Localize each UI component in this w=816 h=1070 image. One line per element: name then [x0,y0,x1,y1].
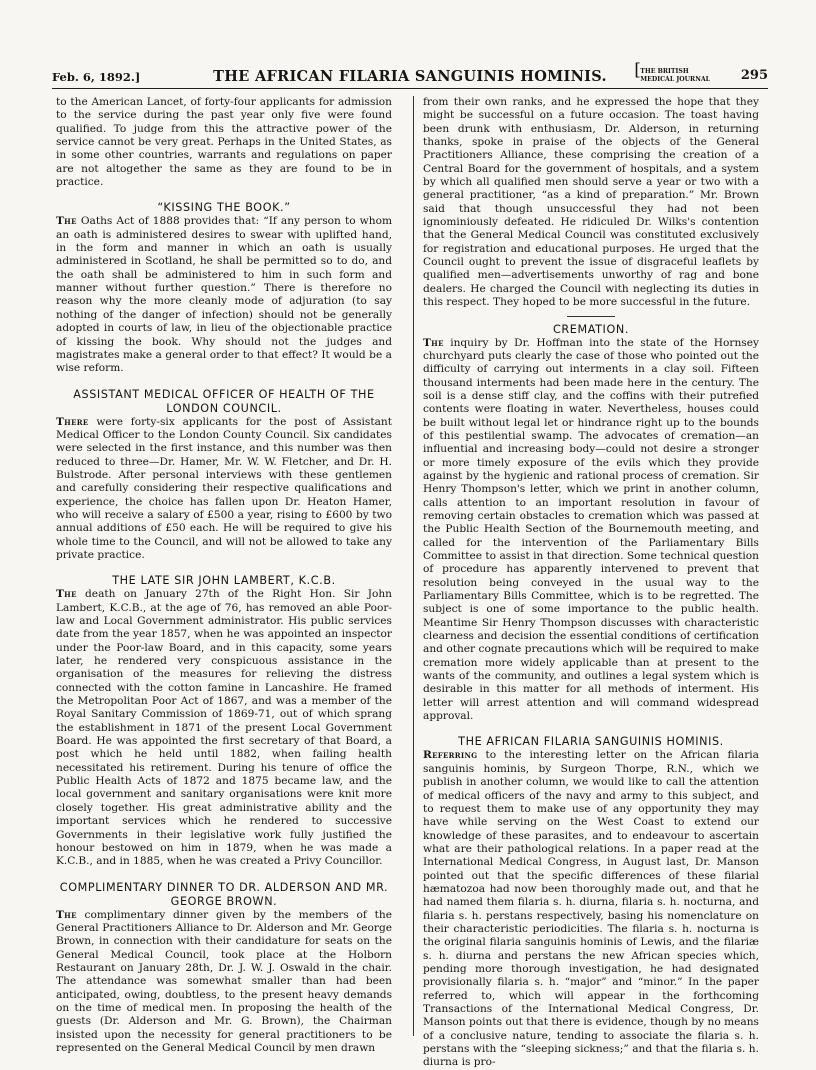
section-body [56,215,392,375]
body-text: inquiry by Dr. Hoffman into the state of the Hornsey churchyard puts clearly the case of those who pointed out the difficulty of carrying out interments in a clay soil. Fifteen thousand interments had been made here in the century. The soil is a dense stiff clay, and the coffins with their putrefied contents were floating in water. Nevertheless, houses could be built without legal let or hindrance right up to the bounds of this pestilential swamp. The advocates of cremation—an influential and increasing body—could not desire a stronger or more timely exposure of the evils which they provide against by the hygienic and rational process of cremation. Sir Henry Thompson's letter, which we print in another column, calls attention to an important resolution in favour of removing certain obstacles to cremation which was passed at the Public Health Section of the Bournemouth meeting, and called for the intervention of the Parliamentary Bills Committee to assist in that direction. Some technical question of procedure has apparently intervened to prevent that resolution being conveyed in the usual way to the Parliamentary Bills Committee, which is to be regretted. The subject is one of some importance to the public health. Meantime Sir Henry Thompson discusses with characteristic clearness and decision the essential conditions of certification and other cognate precautions which will be required to make cremation more widely applicable than at present to the wants of the community, and outlines a legal system which is desirable in this matter for all methods of interment. His letter will arrest attention and will command widespread approval. [423,336,759,723]
section-title: COMPLIMENTARY DINNER TO DR. ALDERSON AND MR. GEORGE BROWN. [59,880,389,908]
page-number: 295 [740,68,768,83]
section-body [423,749,759,1069]
section-african-filaria [423,735,759,1069]
lead-word: The [56,215,77,228]
bracket-glyph: [ [634,60,641,80]
right-column [423,96,759,1069]
intro-paragraph: to the American Lancet, of forty-four applicants for admission to the service during the past year only five were found qualified. To judge from this the attractive power of the service cannot be very great. Perhaps in the United States, as in some other countries, warrants and regulations on paper are not altogether the same as they are found to be in practice. [56,96,392,189]
lead-word: Referring [423,749,478,762]
body-text: death on January 27th of the Right Hon. Sir John Lambert, K.C.B., at the age of 76, has removed an able Poor-law and Local Government administrator. His public services date from the year 1857, when he was appointed an inspector under the Poor-law Board, and in this capacity, some years later, he rendered very conspicuous assistance in the organisation of the measures for relieving the distress connected with the cotton famine in Lancashire. He framed the Metropolitan Poor Act of 1867, and was a member of the Royal Sanitary Commission of 1869-71, out of which sprang the establishment in 1871 of the present Local Government Board. He was appointed the first secretary of that Board, a post which he held until 1882, when failing health necessitated his retirement. During his tenure of office the Public Health Acts of 1872 and 1875 became law, and the local government and sanitary organisations were knit more closely together. His great administrative ability and the important services which he rendered to successive Governments in their legislative work fully justified the honour bestowed on him in 1879, when he was made a K.C.B., and in 1885, when he was created a Privy Councillor. [56,588,392,868]
section-title: ASSISTANT MEDICAL OFFICER OF HEALTH OF THE LONDON COUNCIL. [73,387,375,415]
lead-word: There [56,415,89,428]
section-body [423,337,759,724]
section-sir-john-lambert [56,574,392,868]
body-text: to the interesting letter on the African filaria sanguinis hominis, by Surgeon Thorpe, R.N., which we publish in another column, we would like to call the attention of medical officers of the navy and army to this subject, and to request them to make use of any opportunity they may have while serving on the West Coast to extend our knowledge of these parasites, and to endeavour to ascertain what are their pathological relations. In a paper read at the International Medical Congress, in August last, Dr. Manson pointed out that the specific differences of these filarial hæmatozoa had now been thoroughly made out, and that he had named them filaria s. h. diurna, filaria s. h. nocturna, and filaria s. h. perstans respectively, basing his nomenclature on their characteristic periodicities. The filaria s. h. nocturna is the original filaria sanguinis hominis of Lewis, and the filariæ s. h. diurna and perstans the new African species which, pending more thorough investigation, he had designated provisionally filaria s. h. “major” and “minor.” In the paper referred to, which will appear in the forthcoming Transactions of the International Medical Congress, Dr. Manson points out that there is evidence, though by no means of a conclusive nature, tending to associate the filaria s. h. perstans with the “sleeping sickness;” and that the filaria s. h. diurna is pro- [423,749,759,1069]
section-body [56,416,392,563]
running-header [52,60,768,89]
section-title: CREMATION. [553,322,629,336]
journal-name-line2: MEDICAL JOURNAL [640,76,710,83]
lead-word: The [56,908,77,921]
body-text: were forty-six applicants for the post of Assistant Medical Officer to the London County Council. Six candidates were selected in the first instance, and this number was then reduced to three—Dr. Hamer, Mr. W. W. Fletcher, and Dr. H. Bulstrode. After personal interviews with these gentlemen and carefully considering their respective qualifications and experience, the choice has fallen upon Dr. Heaton Hamer, who will receive a salary of £500 a year, rising to £600 by two annual additions of £50 each. He will be required to give his whole time to the Council, and will not be allowed to take any private practice. [56,415,392,561]
section-title: THE AFRICAN FILARIA SANGUINIS HOMINIS. [458,735,724,749]
issue-date: Feb. 6, 1892.] [52,70,141,84]
journal-name [634,60,710,84]
lead-word: The [423,336,444,349]
section-kissing-the-book [56,201,392,375]
section-assistant-medical-officer [56,388,392,563]
section-body [56,909,392,1056]
lead-word: The [56,588,77,601]
journal-name-line1: THE BRITISH [640,68,689,75]
left-column [56,96,392,1054]
running-title: THE AFRICAN FILARIA SANGUINIS HOMINIS. [213,68,607,85]
section-complimentary-dinner [56,881,392,1056]
continued-paragraph: from their own ranks, and he expressed the hope that they might be successful on a future occasion. The toast having been drunk with enthusiasm, Dr. Alderson, in returning thanks, spoke in praise of the objects of the General Practitioners Alliance, these comprising the creation of a Central Board for the government of hospitals, and a system by which all qualified men should serve a year or two with a general practitioner, “as a kind of preparation.” Mr. Brown said that though unsuccessful they had not been ignominiously defeated. He ridiculed Dr. Wilks's contention that the General Medical Council was constituted exclusively for registration and educational purposes. He urged that the Council ought to prevent the issue of disgraceful leaflets by qualified men—advertisements unworthy of rag and bone dealers. He charged the Council with neglecting its duties in this respect. They hoped to be more successful in the future. [423,96,759,309]
section-cremation [423,323,759,724]
section-rule [567,316,615,317]
section-body [56,588,392,868]
body-text: Oaths Act of 1888 provides that: “If any person to whom an oath is administered desires to swear with uplifted hand, in the form and manner in which an oath is usually administered in Scotland, he shall be permitted so to do, and the oath shall be administered to him in such form and manner without further question.” There is therefore no reason why the more cleanly mode of adjuration (to say nothing of the danger of infection) should not be generally adopted in courts of law, in lieu of the objectionable practice of kissing the book. Why should not the judges and magistrates make a general order to that effect? It would be a wise reform. [56,215,392,375]
body-text: complimentary dinner given by the members of the General Practitioners Alliance to Dr. Alderson and Mr. George Brown, in connection with their candidature for seats on the General Medical Council, took place at the Holborn Restaurant on January 28th, Dr. J. W. J. Oswald in the chair. The attendance was somewhat smaller than had been anticipated, owing, doubtless, to the present heavy demands on the time of medical men. In proposing the health of the guests (Dr. Alderson and Mr. G. Brown), the Chairman insisted upon the necessity for general practitioners to be represented on the General Medical Council by men drawn [56,908,392,1054]
section-title: THE LATE SIR JOHN LAMBERT, K.C.B. [112,574,336,588]
column-divider [413,96,414,1036]
section-title: “KISSING THE BOOK.” [157,201,291,215]
